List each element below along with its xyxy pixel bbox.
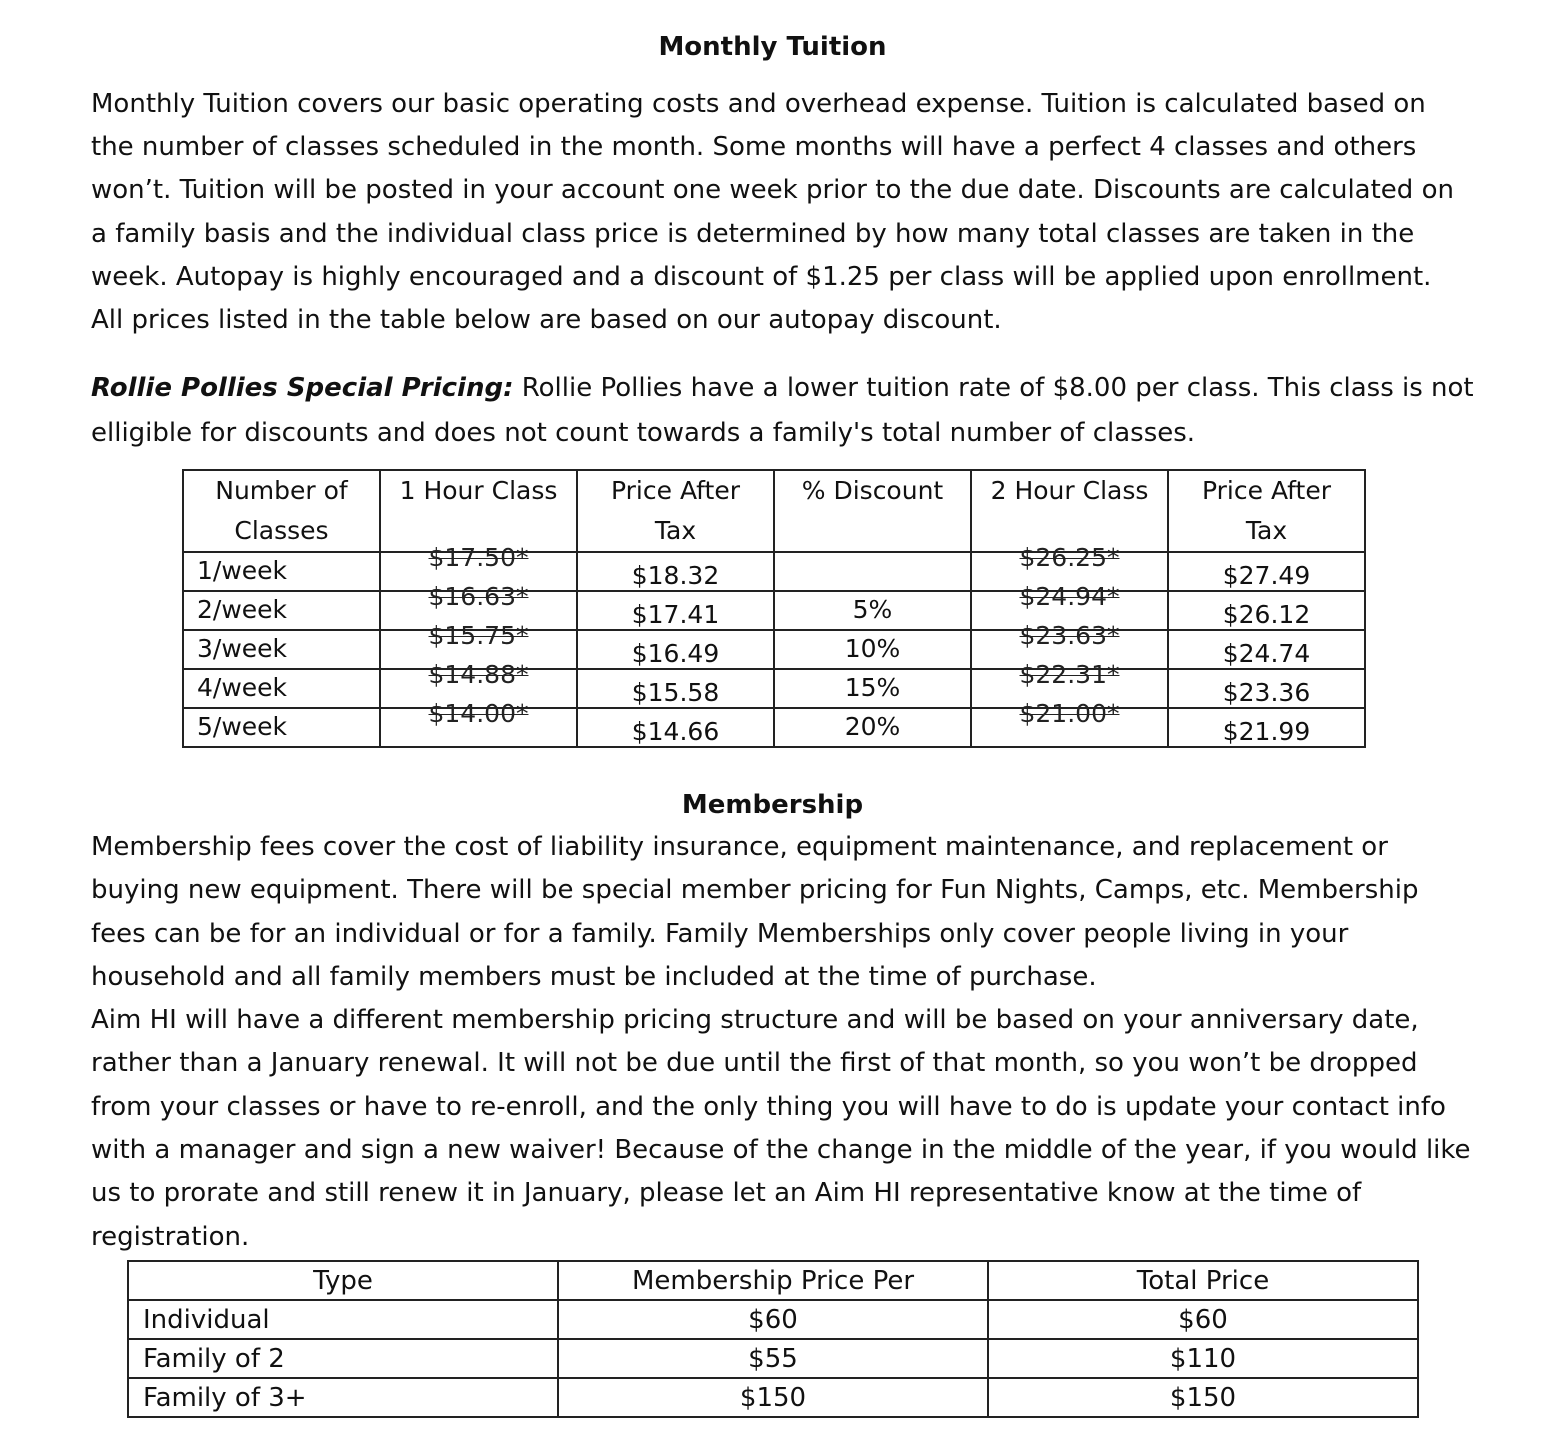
hour2-price-cell: $23.63* [971, 630, 1168, 669]
row-label: 3/week [183, 630, 380, 669]
membership-paragraph-line: buying new equipment. There will be special member pricing for Fun Nights, Camps, etc. Membership [91, 875, 1419, 906]
discount-cell: 10% [774, 630, 971, 669]
header-price-after-tax: Price After Tax [577, 470, 774, 552]
table-row [128, 1378, 1418, 1417]
membership-total-cell: $150 [988, 1378, 1418, 1417]
membership-paragraph-line: fees can be for an individual or for a family. Family Memberships only cover people living in your [91, 918, 1349, 949]
header-price-after-tax-2: Price After Tax [1168, 470, 1365, 552]
hour1-price-cell: $16.63* [380, 591, 577, 630]
membership-paragraph-line: us to prorate and still renew it in January, please let an Aim HI representative know at the time of [91, 1178, 1362, 1209]
membership-price-per-cell: $55 [558, 1339, 988, 1378]
membership-type-cell: Family of 3+ [128, 1378, 558, 1417]
tuition-paragraph-line: the number of classes scheduled in the month. Some months will have a perfect 4 classes and others [91, 132, 1417, 163]
discount-cell: 15% [774, 669, 971, 708]
hour1-tax-cell: $14.66 [577, 708, 774, 747]
header-1-hour-class: 1 Hour Class [380, 470, 577, 552]
tuition-paragraph-line: won’t. Tuition will be posted in your account one week prior to the due date. Discounts are calculated on [91, 175, 1454, 206]
table-row [183, 669, 1365, 708]
membership-paragraph-line: household and all family members must be included at the time of purchase. [91, 961, 1097, 992]
row-label: 5/week [183, 708, 380, 747]
membership-total-cell: $110 [988, 1339, 1418, 1378]
hour1-price-cell: $14.00* [380, 708, 577, 747]
special-pricing-text: elligible for discounts and does not count towards a family's total number of classes. [91, 418, 1196, 448]
tuition-paragraph-line: a family basis and the individual class price is determined by how many total classes are taken in the [91, 218, 1415, 249]
hour1-price-cell: $14.88* [380, 669, 577, 708]
hour2-price-cell: $26.25* [971, 552, 1168, 591]
membership-type-cell: Family of 2 [128, 1339, 558, 1378]
special-pricing-text: Rollie Pollies have a lower tuition rate of $8.00 per class. This class is not [513, 373, 1474, 403]
tuition-paragraph-line: All prices listed in the table below are based on our autopay discount. [91, 305, 1002, 336]
hour2-tax-cell: $24.74 [1168, 630, 1365, 669]
table-row [128, 1300, 1418, 1339]
table-row [128, 1339, 1418, 1378]
membership-price-per-cell: $150 [558, 1378, 988, 1417]
membership-table-header-row [128, 1261, 1418, 1300]
tuition-heading: Monthly Tuition [658, 32, 887, 62]
tuition-paragraph-line: week. Autopay is highly encouraged and a discount of $1.25 per class will be applied upon enrollment. [91, 261, 1432, 292]
discount-cell [774, 552, 971, 591]
hour1-tax-cell: $17.41 [577, 591, 774, 630]
header-total-price: Total Price [988, 1261, 1418, 1300]
membership-total-cell: $60 [988, 1300, 1418, 1339]
tuition-paragraph-line: Monthly Tuition covers our basic operating costs and overhead expense. Tuition is calculated based on [91, 89, 1426, 119]
table-row [183, 708, 1365, 747]
membership-paragraph-line: rather than a January renewal. It will not be due until the first of that month, so you won’t be dropped [91, 1048, 1418, 1079]
membership-paragraph-line: from your classes or have to re-enroll, and the only thing you will have to do is update your contact info [91, 1091, 1446, 1122]
hour1-price-cell: $15.75* [380, 630, 577, 669]
row-label: 1/week [183, 552, 380, 591]
header-number-of-classes: Number of Classes [183, 470, 380, 552]
membership-price-per-cell: $60 [558, 1300, 988, 1339]
membership-table [127, 1260, 1419, 1418]
tuition-paragraph [91, 83, 1471, 342]
hour2-price-cell: $22.31* [971, 669, 1168, 708]
row-label: 4/week [183, 669, 380, 708]
table-row [183, 630, 1365, 669]
header-2-hour-class: 2 Hour Class [971, 470, 1168, 552]
hour1-tax-cell: $16.49 [577, 630, 774, 669]
hour2-tax-cell: $27.49 [1168, 552, 1365, 591]
membership-paragraph-line: Aim HI will have a different membership pricing structure and will be based on your anniversary date, [91, 1005, 1419, 1036]
tuition-table [182, 469, 1366, 748]
membership-paragraph-line: Membership fees cover the cost of liability insurance, equipment maintenance, and replacement or [91, 832, 1388, 862]
table-row [183, 552, 1365, 591]
membership-paragraph [91, 826, 1471, 1259]
discount-cell: 5% [774, 591, 971, 630]
table-row [183, 591, 1365, 630]
membership-paragraph-line: registration. [91, 1221, 250, 1252]
membership-heading: Membership [681, 790, 864, 820]
tuition-table-header-row [183, 470, 1365, 552]
special-pricing-paragraph [91, 366, 1474, 456]
hour1-price-cell: $17.50* [380, 552, 577, 591]
hour2-price-cell: $24.94* [971, 591, 1168, 630]
hour2-tax-cell: $26.12 [1168, 591, 1365, 630]
membership-type-cell: Individual [128, 1300, 558, 1339]
hour2-price-cell: $21.00* [971, 708, 1168, 747]
hour1-tax-cell: $18.32 [577, 552, 774, 591]
row-label: 2/week [183, 591, 380, 630]
discount-cell: 20% [774, 708, 971, 747]
hour2-tax-cell: $21.99 [1168, 708, 1365, 747]
hour2-tax-cell: $23.36 [1168, 669, 1365, 708]
header-discount: % Discount [774, 470, 971, 552]
header-membership-price-per: Membership Price Per [558, 1261, 988, 1300]
membership-paragraph-line: with a manager and sign a new waiver! Because of the change in the middle of the year, if you would like [91, 1135, 1471, 1166]
header-type: Type [128, 1261, 558, 1300]
hour1-tax-cell: $15.58 [577, 669, 774, 708]
special-pricing-label: Rollie Pollies Special Pricing: [91, 373, 514, 403]
